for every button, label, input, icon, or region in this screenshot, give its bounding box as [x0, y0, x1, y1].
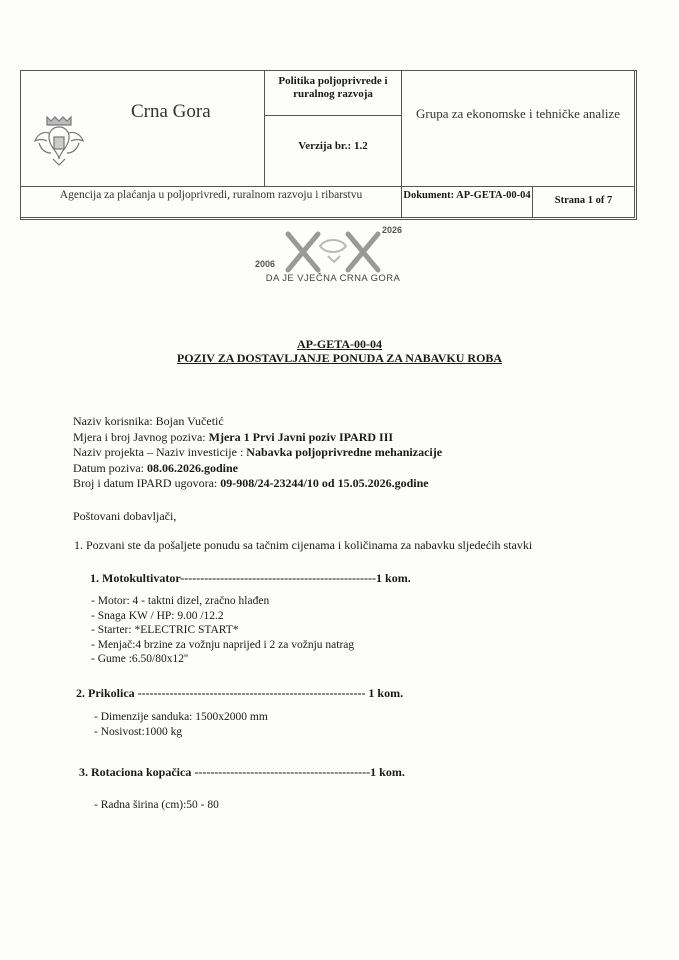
spec-line: - Nosivost:1000 kg	[94, 725, 268, 740]
logo-caption: DA JE VJEČNA CRNA GORA	[265, 273, 401, 284]
document-code-title: AP-GETA-00-04	[296, 337, 383, 351]
country-name: Crna Gora	[131, 101, 211, 122]
spec-line: - Snaga KW / HP: 9.00 /12.2	[91, 609, 354, 624]
info-row: Broj i datum IPARD ugovora: 09-908/24-23244/10 od 15.05.2026.godine	[73, 476, 429, 490]
info-row: Naziv projekta – Naziv investicije : Nabavka poljoprivredne mehanizacije	[73, 445, 443, 459]
info-row: Mjera i broj Javnog poziva: Mjera 1 Prvi Javni poziv IPARD III	[73, 429, 394, 444]
spec-line: - Gume :6.50/80x12''	[91, 652, 354, 667]
logo-year-start: 2006	[255, 259, 276, 269]
item-specs-list	[94, 710, 268, 739]
spec-line: - Dimenzije sanduka: 1500x2000 mm	[94, 710, 268, 725]
spec-line: - Menjač:4 brzine za vožnju naprijed i 2 za vožnju natrag	[91, 638, 354, 653]
version-cell: Verzija br.: 1.2	[265, 116, 402, 187]
header-country-cell	[21, 71, 265, 187]
policy-cell: Politika poljoprivrede i ruralnog razvoja	[265, 71, 402, 116]
item-rotaciona-kopacica: 3. Rotaciona kopačica --------------------------------------------1 kom.	[79, 765, 405, 779]
header-table	[20, 70, 637, 220]
item-specs-list	[91, 594, 354, 667]
spec-line: - Motor: 4 - taktni dizel, zračno hlađen	[91, 594, 354, 609]
item-specs-list	[94, 798, 219, 813]
info-row: Naziv korisnika: Bojan Vučetić	[73, 414, 224, 428]
item-prikolica: 2. Prikolica --------------------------------------------------------- 1 kom.	[76, 686, 404, 700]
spec-line: - Radna širina (cm):50 - 80	[94, 798, 219, 813]
group-cell: Grupa za ekonomske i tehničke analize	[402, 71, 635, 187]
logo-year-end: 2026	[382, 225, 403, 235]
agency-cell: Agencija za plaćanja u poljoprivredi, ruralnom razvoju i ribarstvu	[21, 187, 402, 218]
document-cell: Dokument: AP-GETA-00-04	[402, 187, 533, 218]
item-motokultivator: 1. Motokultivator-------------------------------------------------1 kom.	[90, 571, 411, 585]
info-block	[73, 414, 442, 492]
intro-paragraph: 1. Pozvani ste da pošaljete ponudu sa tačnim cijenama i količinama za nabavku sljedećih stavki	[74, 538, 533, 552]
spec-line: - Starter: *ELECTRIC START*	[91, 623, 354, 638]
coat-of-arms-icon	[33, 111, 85, 167]
document-main-title: POZIV ZA DOSTAVLJANJE PONUDA ZA NABAVKU ROBA	[176, 351, 503, 365]
greeting: Poštovani dobavljači,	[73, 509, 177, 523]
page-number-cell: Strana 1 of 7	[533, 187, 635, 218]
info-row: Datum poziva: 08.06.2026.godine	[73, 460, 238, 475]
